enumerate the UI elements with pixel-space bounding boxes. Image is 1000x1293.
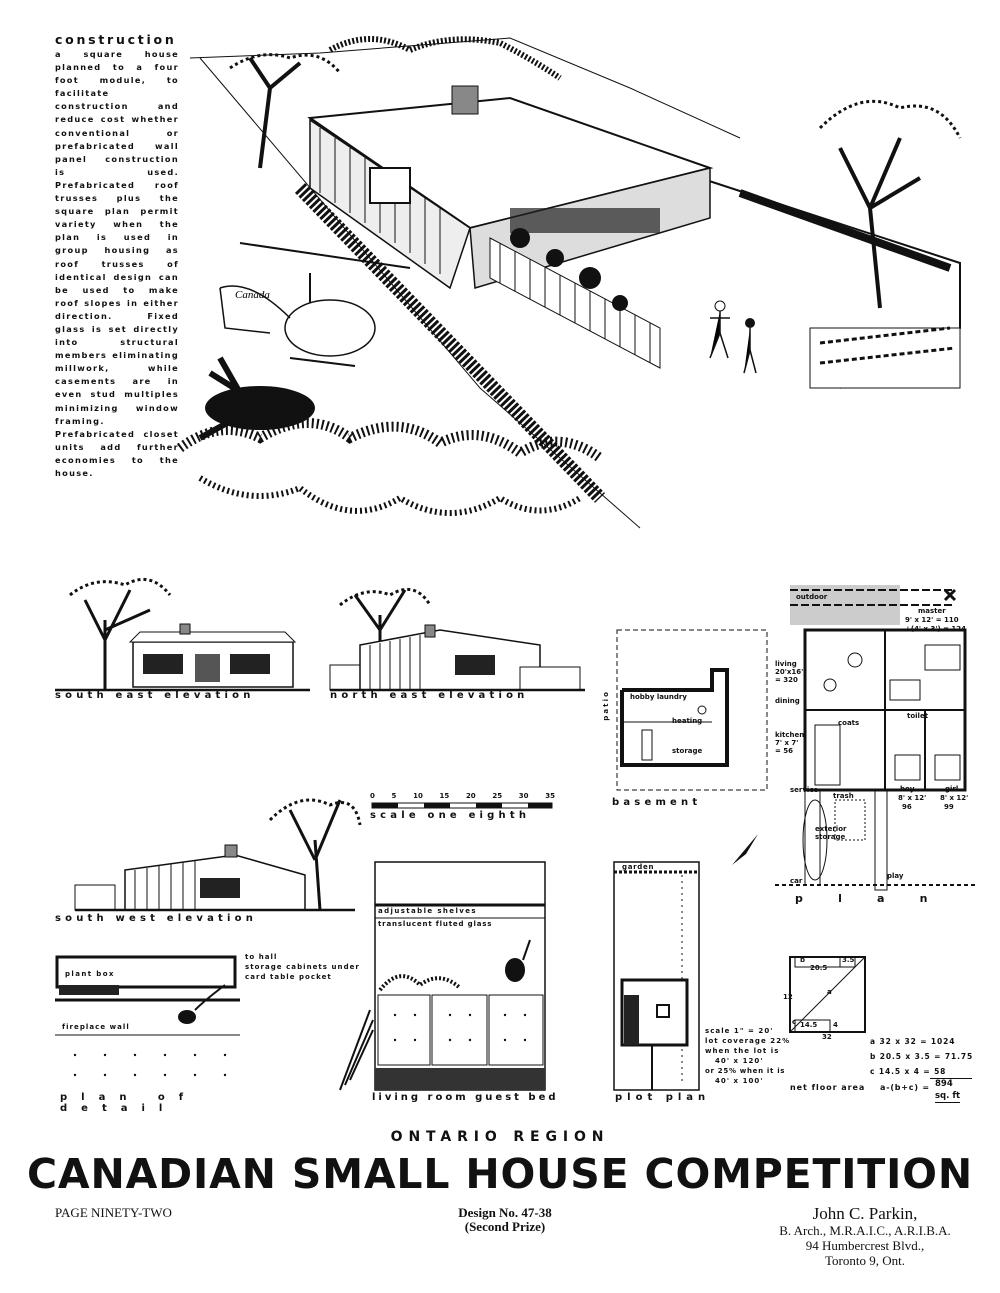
- plan-kitchen-dims-2: = 56: [775, 747, 794, 755]
- area-row-key: c: [870, 1067, 876, 1076]
- plan-master-dims-1: 9' x 12' = 110: [905, 616, 959, 624]
- plan-boy-dims-1: 8' x 12': [898, 794, 927, 802]
- area-label-3-5: 3.5: [842, 956, 855, 964]
- plan-kitchen-dims-1: 7' x 7': [775, 739, 799, 747]
- plan-coats-label: coats: [838, 719, 860, 727]
- callout-card-table-pocket: card table pocket: [245, 973, 332, 981]
- plan-of-detail-label: plan of detail: [60, 1092, 198, 1114]
- area-label-14-5: 14.5: [800, 1021, 818, 1029]
- plot-note-3: when the lot is: [705, 1047, 780, 1055]
- plot-plan-label: plot plan: [615, 1092, 711, 1103]
- south-east-elevation-drawing: [55, 570, 310, 695]
- north-east-elevation-label: north east elevation: [330, 690, 529, 701]
- plan-boy-label: boy: [900, 785, 915, 793]
- area-label-20-5: 20.5: [810, 964, 828, 972]
- scale-tick: 5: [391, 792, 397, 800]
- plan-service-label: service: [790, 786, 819, 794]
- net-floor-area-label: net floor area: [790, 1083, 866, 1092]
- basement-room-storage: storage: [672, 747, 703, 755]
- scale-tick: 15: [439, 792, 450, 800]
- area-row-value: 32 x 32 = 1024: [879, 1037, 956, 1046]
- area-row-key: b: [870, 1052, 877, 1061]
- basement-room-hobby: hobby laundry: [630, 693, 687, 701]
- living-room-guest-bed-label: living room guest bed: [372, 1092, 559, 1103]
- plot-garden-label: garden: [622, 863, 655, 871]
- scale-tick: 0: [370, 792, 375, 800]
- construction-body-text: a square house planned to a four foot module, to facilitate construction and reduce cost whether conventional or prefabricated wall panel construction is used. Prefabricated roof trusses plus the square plan permit variety when the plan is used in group housing as roof trusses of identical design can be used to make roof slopes in either direction. Fixed glass is set directly into structural members eliminating millwork, while casements are in even stud multiples minimizing window framing. Prefabricated closet units add further economies to the house.: [55, 49, 179, 478]
- helicopter-logo-text: Canada: [235, 289, 270, 301]
- area-row-a: [870, 1038, 955, 1047]
- scale-label: scale one eighth: [370, 810, 531, 821]
- author-credentials: B. Arch., M.R.A.I.C., A.R.I.B.A.: [779, 1223, 951, 1238]
- basement-plan-drawing: [612, 630, 772, 795]
- plan-living-dims-1: 20'x16': [775, 668, 804, 676]
- south-east-elevation-label: south east elevation: [55, 690, 255, 701]
- page-number: PAGE NINETY-TWO: [55, 1205, 172, 1220]
- region-heading: ONTARIO REGION: [390, 1129, 610, 1145]
- author-address-1: 94 Humbercrest Blvd.,: [805, 1238, 925, 1253]
- fireplace-wall-label: fireplace wall: [62, 1023, 130, 1031]
- plan-play-label: play: [887, 872, 904, 880]
- south-west-elevation-drawing: [75, 790, 355, 915]
- plan-master-dims-2: +(4' x 3') = 124: [905, 625, 967, 633]
- plan-girl-dims-2: 99: [944, 803, 954, 811]
- plan-living-label: living: [775, 660, 797, 668]
- scale-tick: 35: [545, 792, 555, 800]
- plan-girl-label: girl: [945, 785, 959, 793]
- area-label-12: 12: [783, 993, 793, 1001]
- plan-toilet-label: toilet: [907, 712, 929, 720]
- area-row-b: [870, 1053, 973, 1062]
- scale-tick: 20: [465, 792, 476, 800]
- plan-exterior-storage-label: exterior storage: [815, 825, 847, 842]
- net-floor-area-value: 894: [935, 1079, 953, 1089]
- area-label-32: 32: [822, 1033, 832, 1041]
- plan-dining-label: dining: [775, 697, 800, 705]
- design-number: Design No. 47-38: [458, 1205, 552, 1220]
- south-west-elevation-label: south west elevation: [55, 913, 258, 924]
- house-perspective-drawing: [180, 28, 980, 588]
- adjustable-shelves-label: adjustable shelves: [378, 907, 477, 915]
- net-floor-area-formula: a-(b+c) =: [880, 1083, 930, 1092]
- plan-master-label: master: [918, 607, 946, 615]
- living-room-guest-bed-drawing: [340, 860, 555, 1095]
- author-address-2: Toronto 9, Ont.: [825, 1253, 905, 1268]
- area-row-c: [870, 1068, 946, 1077]
- north-east-elevation-drawing: [330, 575, 585, 695]
- basement-label: basement: [612, 797, 702, 808]
- north-arrow-icon: [730, 832, 760, 867]
- construction-heading: construction: [55, 32, 177, 47]
- plot-note-1: scale 1" = 20': [705, 1027, 774, 1035]
- area-row-value: 14.5 x 4 = 58: [878, 1067, 947, 1076]
- area-label-4: 4: [833, 1021, 838, 1029]
- area-label-b: b: [800, 956, 806, 964]
- plan-trash-label: trash: [833, 792, 854, 800]
- scale-tick: 10: [413, 792, 423, 800]
- area-row-value: 20.5 x 3.5 = 71.75: [879, 1052, 974, 1061]
- basement-room-heating: heating: [672, 717, 703, 725]
- plan-boy-dims-2: 96: [902, 803, 912, 811]
- floor-plan-label: plan: [795, 892, 963, 905]
- translucent-glass-label: translucent fluted glass: [378, 920, 493, 928]
- plan-outdoor-label: outdoor: [796, 593, 828, 601]
- prize-label: (Second Prize): [464, 1219, 546, 1234]
- plant-box-label: plant box: [65, 970, 115, 978]
- construction-description: [55, 32, 179, 480]
- scale-tick: 30: [518, 792, 529, 800]
- scale-ticks: [370, 792, 555, 800]
- plot-note-6: 40' x 100': [715, 1077, 764, 1085]
- competition-title: CANADIAN SMALL HOUSE COMPETITION: [27, 1150, 973, 1198]
- net-floor-area-unit: sq. ft: [935, 1091, 961, 1101]
- plan-car-label: car: [790, 877, 803, 885]
- area-row-key: a: [870, 1037, 876, 1046]
- plan-living-dims-2: = 320: [775, 676, 798, 684]
- area-label-c: c: [792, 1018, 797, 1026]
- plan-girl-dims-1: 8' x 12': [940, 794, 969, 802]
- area-label-a: a: [827, 988, 832, 996]
- plot-note-2: lot coverage 22%: [705, 1037, 791, 1045]
- basement-patio-label: patio: [602, 690, 610, 721]
- plan-kitchen-label: kitchen: [775, 731, 805, 739]
- plot-note-5: or 25% when it is: [705, 1067, 786, 1075]
- scale-tick: 25: [492, 792, 503, 800]
- callout-storage-cabinets: storage cabinets under: [245, 963, 360, 971]
- callout-to-hall: to hall: [245, 953, 278, 961]
- plot-note-4: 40' x 120': [715, 1057, 764, 1065]
- plot-plan-drawing: [612, 860, 702, 1095]
- author-name: John C. Parkin,: [812, 1204, 918, 1223]
